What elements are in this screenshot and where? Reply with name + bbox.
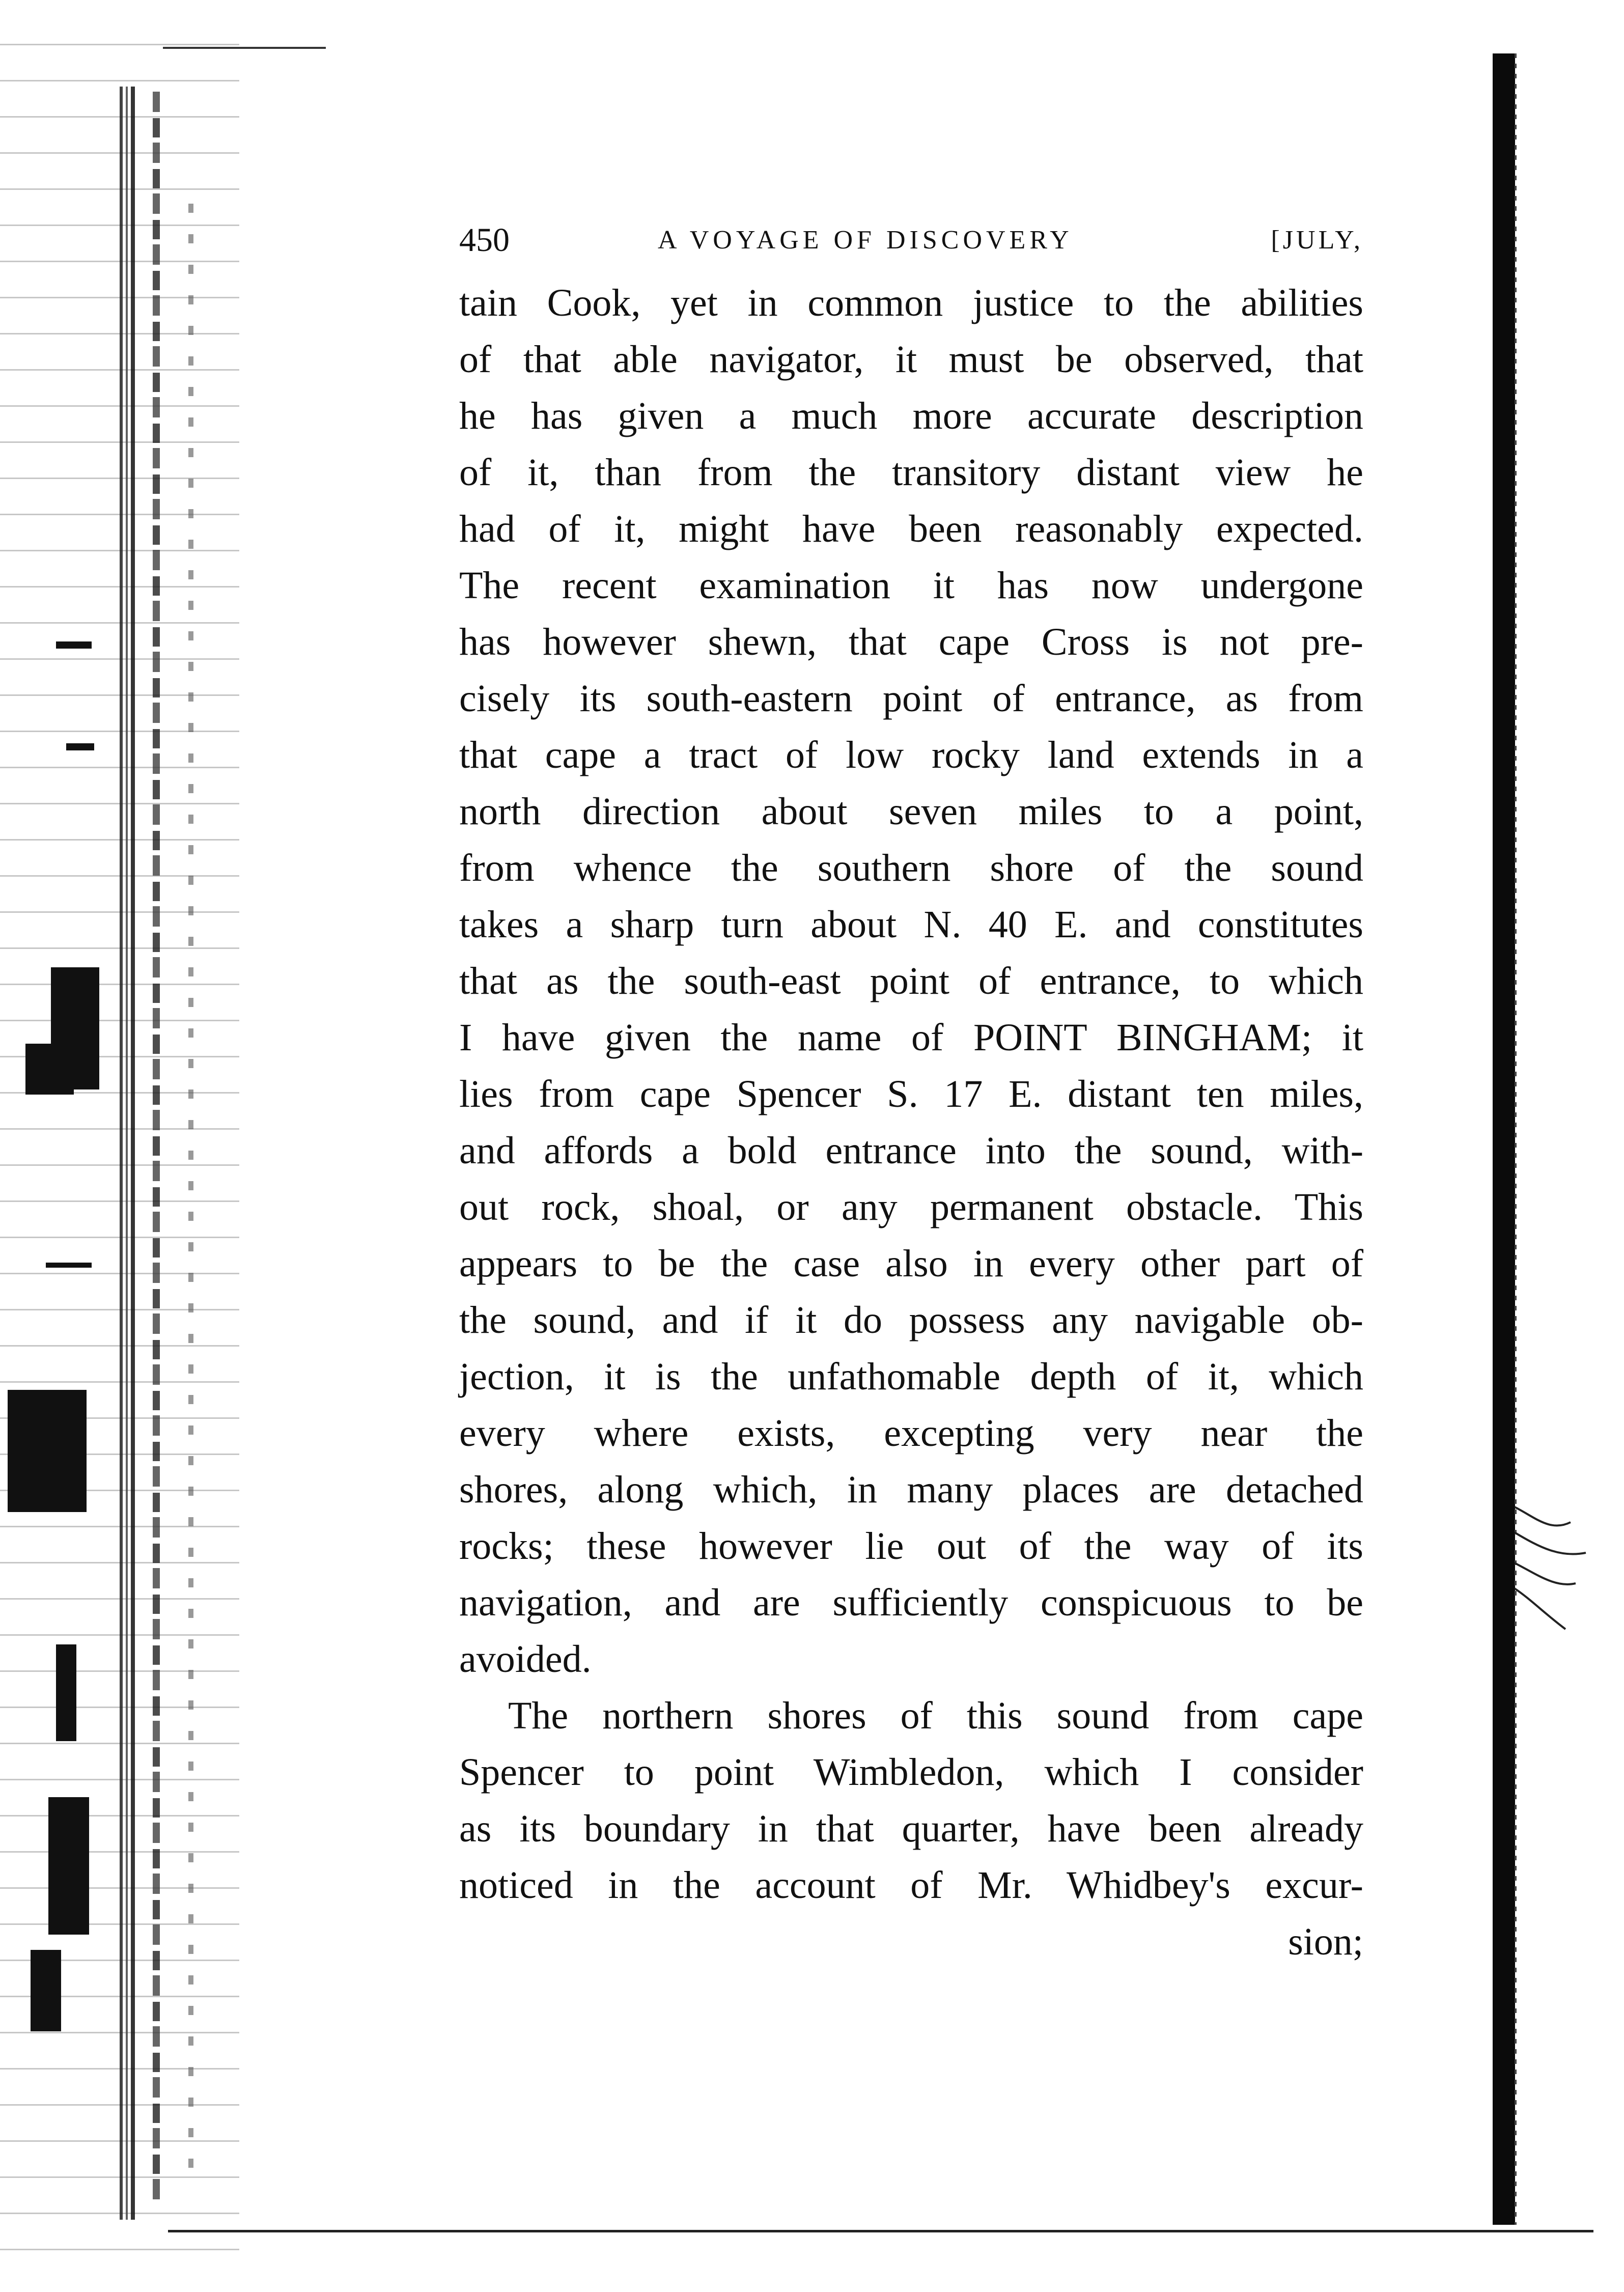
text-line: cisely its south-eastern point of entrance, as from <box>459 677 1363 720</box>
catchword: sion; <box>1288 1920 1363 1963</box>
text-line: of that able navigator, it must be observed, that <box>459 338 1363 381</box>
text-line: out rock, shoal, or any permanent obstacle. This <box>459 1186 1363 1228</box>
running-month: [JULY, <box>1271 226 1363 255</box>
page-edge-shadow <box>1493 53 1515 2225</box>
spine-edge-inner <box>153 92 160 2204</box>
text-line: The northern shores of this sound from cape <box>508 1694 1363 1737</box>
scan-blot <box>56 1644 76 1741</box>
running-header <box>459 220 1363 261</box>
text-line: has however shewn, that cape Cross is not pre- <box>459 621 1363 663</box>
scan-blot <box>48 1797 89 1935</box>
page-number: 450 <box>459 221 510 259</box>
text-line: every where exists, excepting very near the <box>459 1412 1363 1455</box>
scan-edge-line <box>163 47 326 49</box>
text-line: The recent examination it has now undergone <box>459 564 1363 607</box>
running-title: A VOYAGE OF DISCOVERY <box>658 226 1073 255</box>
torn-fibres <box>1515 1502 1591 1634</box>
text-line: Spencer to point Wimbledon, which I consider <box>459 1751 1363 1794</box>
text-line: appears to be the case also in every other part of <box>459 1242 1363 1285</box>
text-line: from whence the southern shore of the sound <box>459 847 1363 889</box>
scan-bottom-edge <box>168 2230 1593 2232</box>
text-line: jection, it is the unfathomable depth of it, which <box>459 1355 1363 1398</box>
text-line: I have given the name of POINT BINGHAM; it <box>459 1016 1363 1059</box>
body-text <box>459 275 1363 1970</box>
scan-mark <box>66 743 94 750</box>
text-line: that as the south-east point of entrance, to which <box>459 960 1363 1002</box>
text-line: the sound, and if it do possess any navigable ob- <box>459 1299 1363 1341</box>
text-line: and affords a bold entrance into the sound, with- <box>459 1129 1363 1172</box>
spine-edge <box>120 87 135 2220</box>
spine-edge-faint <box>188 204 193 2189</box>
scan-mark <box>46 1263 92 1268</box>
text-line: takes a sharp turn about N. 40 E. and constitutes <box>459 903 1363 946</box>
text-line: lies from cape Spencer S. 17 E. distant ten miles, <box>459 1073 1363 1115</box>
text-line: avoided. <box>459 1638 592 1681</box>
text-line: tain Cook, yet in common justice to the abilities <box>459 282 1363 324</box>
page-edge-fringe <box>1515 53 1517 2225</box>
text-line: navigation, and are sufficiently conspicuous to be <box>459 1581 1363 1624</box>
text-line: that cape a tract of low rocky land extends in a <box>459 734 1363 776</box>
scan-mark <box>56 641 92 649</box>
text-line: as its boundary in that quarter, have been already <box>459 1807 1363 1850</box>
text-line: noticed in the account of Mr. Whidbey's excur- <box>459 1864 1363 1907</box>
text-line: of it, than from the transitory distant view he <box>459 451 1363 494</box>
scan-blot <box>8 1390 87 1512</box>
text-line: had of it, might have been reasonably expected. <box>459 508 1363 550</box>
text-line: he has given a much more accurate description <box>459 395 1363 437</box>
scan-blot <box>31 1950 61 2031</box>
text-line: rocks; these however lie out of the way of its <box>459 1525 1363 1568</box>
scan-blot <box>25 1044 74 1095</box>
text-line: shores, along which, in many places are detached <box>459 1468 1363 1511</box>
text-line: north direction about seven miles to a point, <box>459 790 1363 833</box>
